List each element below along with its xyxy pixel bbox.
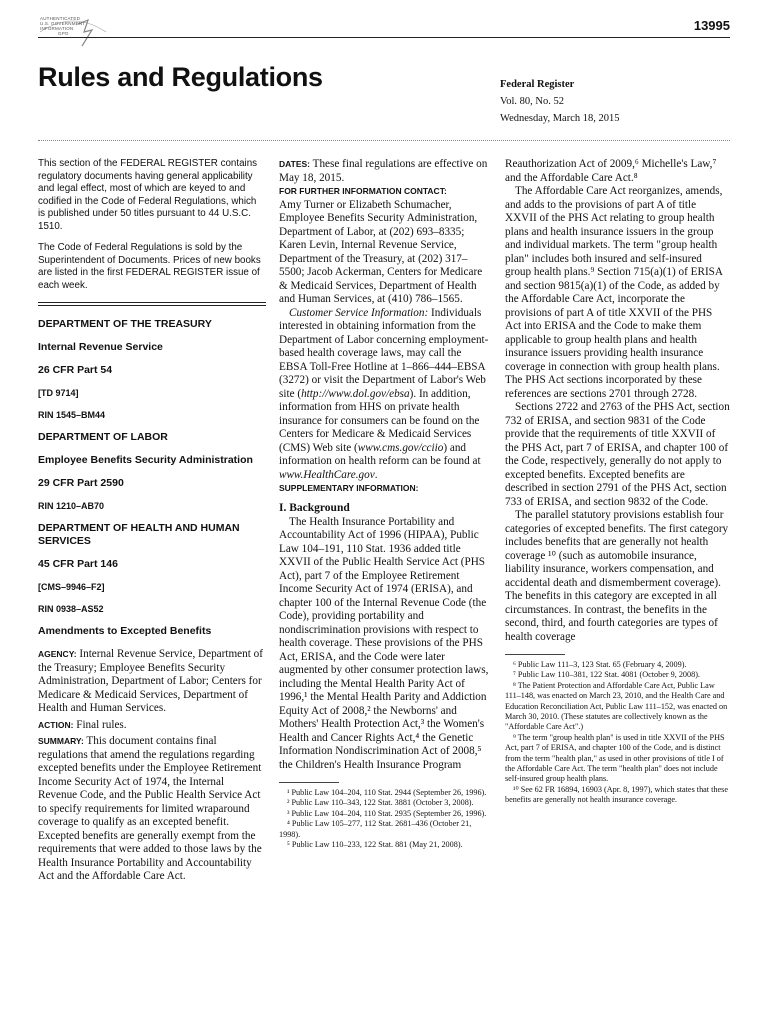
footnote: ³ Public Law 104–204, 110 Stat. 2935 (September 26, 1996). xyxy=(287,808,487,818)
contact-text: Amy Turner or Elizabeth Schumacher, Employee Benefits Security Administration, Department of Labor, at (202) 693–8335; Karen Levin, Internal Revenue Service, Department of the Treasury, at (202) 317–5500; Jacob Ackerman, Centers for Medicare & Medicaid Services, Department of Health and Human Services, at (410) 786–1565. xyxy=(279,198,483,305)
rin-number: RIN 1210–AB70 xyxy=(38,501,105,511)
body-paragraph: The Affordable Care Act reorganizes, amends, and adds to the provisions of part A of title XXVII of the PHS Act relating to group health plans and health insurance issuers in the group and individual markets. The term "group health plan" includes both insured and self-insured group health plans.⁹ Section 715(a)(1) of ERISA and section 9815(a)(1) of the Code, as added by the Affordable Care Act, incorporate the provisions of part A of title XXVII of the PHS Act into ERISA and the Code to make them applicable to group health plans and health insurance issuers providing health insurance coverage in connection with group health plans. The PHS Act sections incorporated by these references are sections 2701 through 2728. xyxy=(505,185,723,400)
rin-number: RIN 1545–BM44 xyxy=(38,410,106,420)
customer-service-text: . xyxy=(374,468,378,481)
docket-number: [CMS–9946–F2] xyxy=(38,582,105,592)
footnote-rule xyxy=(279,782,339,783)
footnote-rule xyxy=(505,654,565,655)
action-text: Final rules. xyxy=(76,718,127,731)
column-1 xyxy=(38,158,266,887)
action-label: ACTION: xyxy=(38,719,74,730)
summary-text: This document contains final regulations that amend the regulations regarding excepted benefits under the Employee Retirement Income Security Act of 1974, the Internal Revenue Code, and the Public Health Service Act to specify requirements for limited wraparound coverage to qualify as an excepted benefit. Excepted benefits are generally exempt from the requirements that were added to those laws by the Health Insurance Portability and Accountability Act and the Affordable Care Act. xyxy=(38,735,262,882)
summary-label: SUMMARY: xyxy=(38,736,84,746)
action-statement xyxy=(38,719,266,733)
seal-line: U.S. GOVERNMENT xyxy=(40,21,86,26)
column-3 xyxy=(505,158,730,806)
rin-number: RIN 0938–AS52 xyxy=(38,604,104,614)
subagency-heading: Internal Revenue Service xyxy=(38,341,163,353)
intro-paragraph: This section of the FEDERAL REGISTER contains regulatory documents having general applicability and legal effect, most of which are keyed to and codified in the Code of Federal Regulations, which is published under 50 titles pursuant to 44 U.S.C. 1510. xyxy=(38,158,258,232)
footnote: ¹ Public Law 104–204, 110 Stat. 2944 (September 26, 1996). xyxy=(287,788,487,797)
seal-line: AUTHENTICATED xyxy=(40,16,81,21)
section-title: Rules and Regulations xyxy=(38,62,323,92)
docket-number: [TD 9714] xyxy=(38,388,79,398)
footnote: ⁶ Public Law 111–3, 123 Stat. 65 (February 4, 2009). xyxy=(513,660,687,669)
summary-statement xyxy=(38,735,266,884)
volume-number: Vol. 80, No. 52 xyxy=(500,96,564,107)
double-rule xyxy=(38,302,266,306)
footnote: ⁵ Public Law 110–233, 122 Stat. 881 (May 21, 2008). xyxy=(287,840,463,850)
footnote: ⁷ Public Law 110–381, 122 Stat. 4081 (October 9, 2008). xyxy=(513,670,700,680)
background-heading: I. Background xyxy=(279,501,350,514)
subagency-heading: Employee Benefits Security Administration xyxy=(38,454,253,466)
body-paragraph: Sections 2722 and 2763 of the PHS Act, section 732 of ERISA, and section 9831 of the Code provide that the requirements of title XXVII of the PHS Act, part 7 of ERISA, and chapter 100 of the Code, respectively, generally do not apply to excepted benefits. Excepted benefits are described in section 2791 of the PHS Act, section 733 of ERISA, and section 9832 of the Code. xyxy=(505,401,730,508)
body-paragraph: Reauthorization Act of 2009,⁶ Michelle's Law,⁷ and the Affordable Care Act.⁸ xyxy=(505,158,717,184)
footnote: ⁹ The term "group health plan" is used in title XXVII of the PHS Act, part 7 of ERISA, and chapter 100 of the Code, and is distinct from the term "health plan," as used in other provisions of title I of the Affordable Care Act. The term "health plan" does not include self-insured group health plans. xyxy=(505,732,725,784)
agency-statement xyxy=(38,648,266,716)
cfr-part: 26 CFR Part 54 xyxy=(38,364,113,376)
publication-info xyxy=(500,76,619,127)
agency-heading: DEPARTMENT OF HEALTH AND HUMAN SERVICES xyxy=(38,522,240,547)
header-divider xyxy=(38,140,730,141)
customer-service-text: Individuals interested in obtaining information from the Department of Labor concerning employment-based health coverage laws, may call the EBSA Toll-Free Hotline at 1–866–444–EBSA (3272) or visit the Department of Labor's Web site ( xyxy=(279,306,489,400)
agency-heading: DEPARTMENT OF THE TREASURY xyxy=(38,318,212,330)
footnote: ⁴ Public Law 105–277, 112 Stat. 2681–436 (October 21, 1998). xyxy=(279,819,472,839)
publication-name: Federal Register xyxy=(500,79,575,90)
seal-line: INFORMATION xyxy=(40,26,74,31)
dates-statement xyxy=(279,158,491,185)
agency-label: AGENCY: xyxy=(38,649,77,659)
customer-service-label: Customer Service Information: xyxy=(289,306,429,319)
customer-service-text: ). In addition, information from HHS on private health insurance for consumers can be found on the Centers for Medicare & Medicaid Services (CMS) Web site ( xyxy=(279,387,480,454)
contact-label: FOR FURTHER INFORMATION CONTACT: xyxy=(279,186,447,196)
body-paragraph: The parallel statutory provisions establish four categories of excepted benefits. The first category includes benefits that are generally not health coverage ¹⁰ (such as automobile insurance, liability insurance, workers compensation, and accidental death and dismemberment coverage). The benefits in this category are excepted in all circumstances. In contrast, the benefits in the second, third, and fourth categories are types of health coverage xyxy=(505,509,729,643)
footnote: ⁸ The Patient Protection and Affordable Care Act, Public Law 111–148, was enacted on March 23, 2010, and the Health Care and Education Reconciliation Act, Public Law 111–152, was enacted on March 30, 2010. (These statutes are collectively known as the "Affordable Care Act".) xyxy=(505,680,728,732)
customer-service-info xyxy=(279,307,491,483)
agency-text: Internal Revenue Service, Department of the Treasury; Employee Benefits Security Administration, Department of Labor; Centers for Medicare & Medicaid Services, Department of Health and Human Services. xyxy=(38,648,263,714)
cfr-part: 29 CFR Part 2590 xyxy=(38,477,124,489)
publication-date: Wednesday, March 18, 2015 xyxy=(500,113,620,124)
intro-paragraph: The Code of Federal Regulations is sold by the Superintendent of Documents. Prices of new books are listed in the first FEDERAL REGISTER issue of each week. xyxy=(38,242,261,291)
cfr-part: 45 CFR Part 146 xyxy=(38,558,118,570)
background-paragraph: The Health Insurance Portability and Accountability Act of 1996 (HIPAA), Public Law 104–191, 110 Stat. 1936 added title XXVII of the Public Health Service Act (PHS Act), part 7 of the Employee Retirement Income Security Act of 1974 (ERISA), and chapter 100 of the Internal Revenue Code (the Code), providing portability and nondiscrimination provisions with respect to health coverage. These provisions of the PHS Act, ERISA, and the Code were later augmented by other consumer protection laws, including the Mental Health Parity Act of 1996,¹ the Mental Health Parity and Addiction Equity Act of 2008,² the Newborns' and Mothers' Health Protection Act,³ the Women's Health and Cancer Rights Act,⁴ the Genetic Information Nondiscrimination Act of 2008,⁵ the Children's Health Insurance Program xyxy=(279,515,489,771)
gpo-authentication-seal xyxy=(38,12,108,54)
dol-ebsa-link[interactable]: http://www.dol.gov/ebsa xyxy=(301,387,410,400)
agency-heading: DEPARTMENT OF LABOR xyxy=(38,431,168,443)
document-title: Amendments to Excepted Benefits xyxy=(38,625,212,637)
healthcare-gov-link[interactable]: www.HealthCare.gov xyxy=(279,468,375,481)
page-number: 13995 xyxy=(693,18,730,33)
supplementary-heading: SUPPLEMENTARY INFORMATION: xyxy=(279,483,419,493)
contact-statement xyxy=(279,185,491,307)
cms-cciio-link[interactable]: www.cms.gov/cciio xyxy=(357,441,444,454)
supplementary-label xyxy=(279,482,491,496)
footnote: ² Public Law 110–343, 122 Stat. 3881 (October 3, 2008). xyxy=(287,798,474,808)
dates-text: These final regulations are effective on May 18, 2015. xyxy=(279,158,488,184)
seal-line: GPO xyxy=(58,31,69,36)
customer-service-text: ) and information on health reform can be found at xyxy=(279,441,481,467)
column-2 xyxy=(279,158,491,850)
footnote: ¹⁰ See 62 FR 16894, 16903 (Apr. 8, 1997), which states that these benefits are generally not health insurance coverage. xyxy=(505,784,728,805)
dates-label: DATES: xyxy=(279,159,311,169)
header-rule xyxy=(38,37,730,38)
